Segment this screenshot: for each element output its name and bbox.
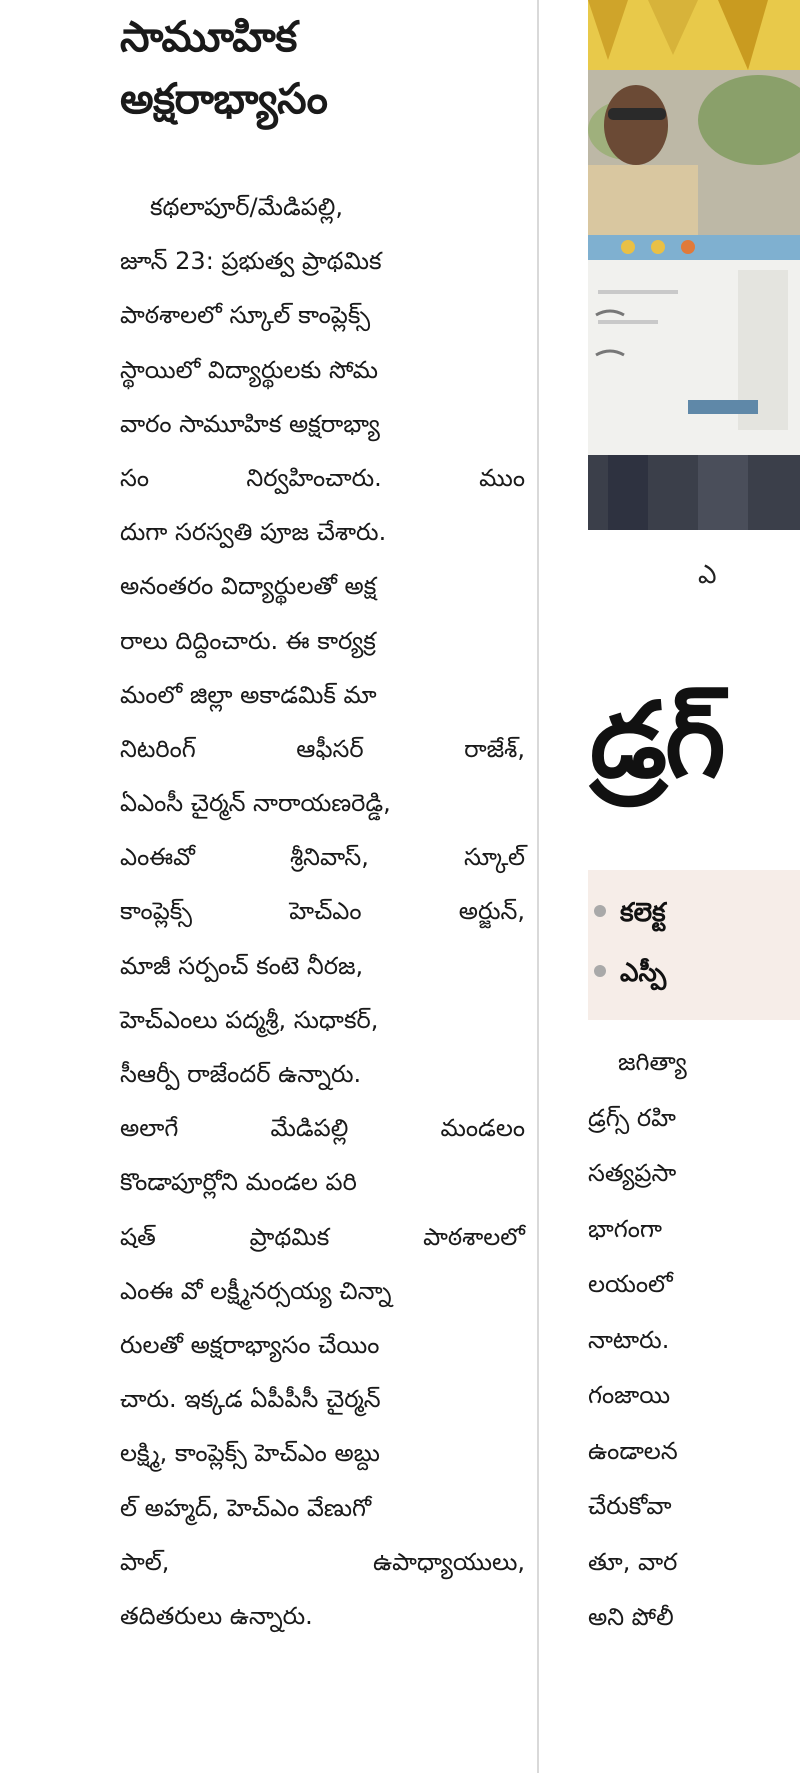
- headline-line: సామూహిక: [120, 12, 297, 61]
- highlight-item: [594, 898, 666, 934]
- article-body: [120, 180, 525, 1643]
- body-line: కాంప్లెక్స్ హెచ్ఎం అర్జున్,: [120, 897, 525, 926]
- body-line: వారం సామూహిక అక్షరాభ్యా: [120, 409, 380, 438]
- bullet-dot-icon: [594, 905, 606, 917]
- highlight-text: కలెక్ట: [620, 898, 666, 928]
- body-line: సత్యప్రసా: [588, 1159, 677, 1187]
- story-headline: డ్రగ్: [590, 679, 724, 801]
- body-line: మంలో జిల్లా అకాడమిక్ మా: [120, 680, 377, 709]
- body-line: సం నిర్వహించారు. ముం: [120, 463, 525, 492]
- body-line: నాటారు.: [588, 1325, 670, 1354]
- body-line: కొండాపూర్లోని మండల పరి: [120, 1168, 357, 1197]
- column-divider: [537, 0, 539, 1773]
- body-line: తూ, వార: [588, 1547, 678, 1576]
- body-line: తదితరులు ఉన్నారు.: [120, 1601, 313, 1630]
- body-line: ఎంఈవో శ్రీనివాస్, స్కూల్: [120, 843, 525, 872]
- body-line: రులతో అక్షరాభ్యాసం చేయిం: [120, 1330, 380, 1359]
- body-line: సీఆర్పీ రాజేందర్ ఉన్నారు.: [120, 1060, 362, 1088]
- body-line: భాగంగా: [588, 1214, 662, 1243]
- body-line: అనంతరం విద్యార్థులతో అక్ష: [120, 572, 377, 601]
- photo-illustration: [588, 0, 800, 530]
- body-line: అని పోలీ: [588, 1603, 674, 1631]
- body-line: హెచ్ఎంలు పద్మశ్రీ, సుధాకర్,: [120, 1005, 379, 1034]
- photo-caption: ఎ: [698, 560, 717, 590]
- body-line: జగిత్యా: [618, 1048, 687, 1076]
- headline-line: అక్షరాభ్యాసం: [120, 74, 328, 123]
- body-line: పాఠశాలలో స్కూల్ కాంప్లెక్స్: [120, 301, 371, 330]
- body-line: డ్రగ్స్ రహి: [588, 1103, 676, 1132]
- article-column: [120, 6, 525, 1643]
- body-line: చేరుకోవా: [588, 1492, 672, 1520]
- article-headline: [120, 6, 525, 130]
- body-line: జూన్ 23: ప్రభుత్వ ప్రాథమిక: [120, 247, 382, 276]
- body-line: ఉండాలన: [588, 1436, 678, 1465]
- body-line: షత్ ప్రాథమిక పాఠశాలలో: [120, 1222, 525, 1251]
- body-line: ల్ అహ్మద్, హెచ్ఎం వేణుగో: [120, 1493, 372, 1522]
- highlight-item: [594, 958, 666, 994]
- body-line: చారు. ఇక్కడ ఏపీపీసీ చైర్మన్: [120, 1385, 381, 1414]
- highlights-box: [588, 870, 800, 1020]
- body-line: గంజాయి: [588, 1381, 671, 1409]
- bullet-dot-icon: [594, 965, 606, 977]
- adjacent-story-column: [588, 0, 800, 1773]
- news-photo: [588, 0, 800, 530]
- body-line: నిటరింగ్ ఆఫీసర్ రాజేశ్,: [120, 734, 525, 763]
- body-line: అలాగే మేడిపల్లి మండలం: [120, 1114, 525, 1143]
- body-line: లక్ష్మి, కాంప్లెక్స్ హెచ్ఎం అబ్దు: [120, 1439, 380, 1468]
- story-body: [588, 1035, 687, 1646]
- body-line: రాలు దిద్దించారు. ఈ కార్యక్ర: [120, 626, 376, 655]
- body-line: దుగా సరస్వతి పూజ చేశారు.: [120, 518, 387, 547]
- highlight-text: ఎస్పీ: [620, 958, 667, 988]
- body-line: స్థాయిలో విద్యార్థులకు సోమ: [120, 355, 379, 384]
- body-line: కథలాపూర్/మేడిపల్లి,: [150, 193, 344, 221]
- body-line: మాజీ సర్పంచ్ కంటె నీరజ,: [120, 951, 364, 980]
- body-line: ఎంఈ వో లక్ష్మీనర్సయ్య చిన్నా: [120, 1276, 392, 1305]
- body-line: పాల్, ఉపాధ్యాయులు,: [120, 1547, 525, 1576]
- body-line: లయంలో: [588, 1270, 673, 1298]
- body-line: ఏఎంసీ చైర్మన్ నారాయణరెడ్డి,: [120, 789, 391, 818]
